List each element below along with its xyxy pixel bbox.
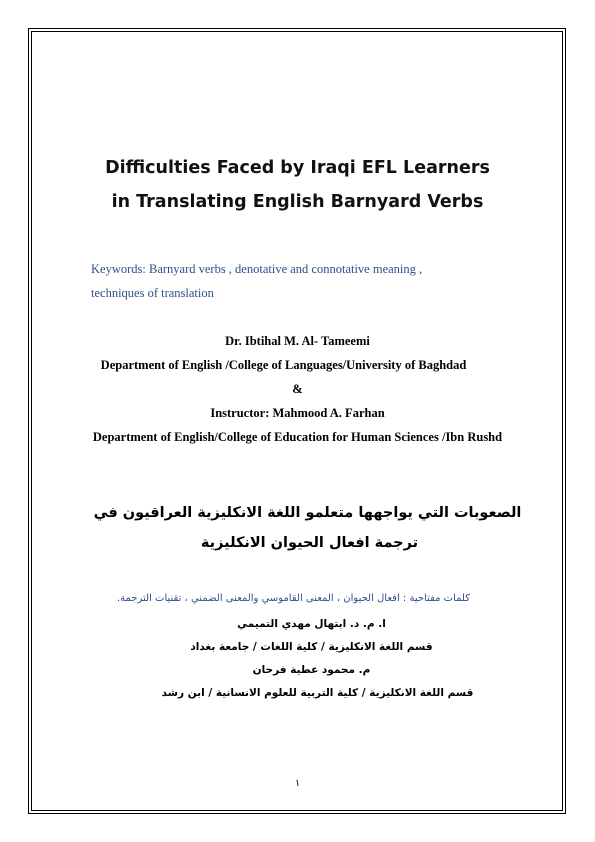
arabic-title-line-2: ترجمة افعال الحيوان الانكليزية	[200, 535, 419, 551]
author-separator: &	[292, 382, 303, 396]
arabic-title-line-1: الصعوبات التي يواجهها متعلمو اللغة الانكليزية العراقيون في	[93, 505, 522, 521]
arabic-author-2-affiliation: قسم اللغة الانكليزية / كلية التربية للعلوم الانسانية / ابن رشد	[161, 687, 474, 699]
paper-title-line-2: in Translating English Barnyard Verbs	[111, 192, 484, 212]
page-number: ١	[294, 778, 301, 789]
arabic-author-2-name: م. محمود عطية فرحان	[252, 664, 371, 676]
paper-title-line-1: Difficulties Faced by Iraqi EFL Learners	[105, 158, 490, 178]
keywords-line-1: Keywords: Barnyard verbs , denotative and connotative meaning ,	[91, 262, 423, 276]
arabic-author-1-affiliation: قسم اللغة الانكليزية / كلية اللغات / جامعة بغداد	[190, 641, 433, 653]
author-1-affiliation: Department of English /College of Languages/University of Baghdad	[100, 358, 467, 372]
author-2-name: Instructor: Mahmood A. Farhan	[210, 406, 385, 420]
arabic-author-1-name: ا. م. د. ابتهال مهدي التميمي	[237, 618, 386, 630]
author-1-name: Dr. Ibtihal M. Al- Tameemi	[225, 334, 370, 348]
author-2-affiliation: Department of English/College of Education for Human Sciences /Ibn Rushd	[92, 430, 503, 444]
keywords-line-2: techniques of translation	[91, 286, 214, 300]
arabic-keywords: كلمات مفتاحية : افعال الحيوان ، المعنى القاموسي والمعنى الضمني ، تقنيات الترجمة.	[117, 593, 470, 604]
